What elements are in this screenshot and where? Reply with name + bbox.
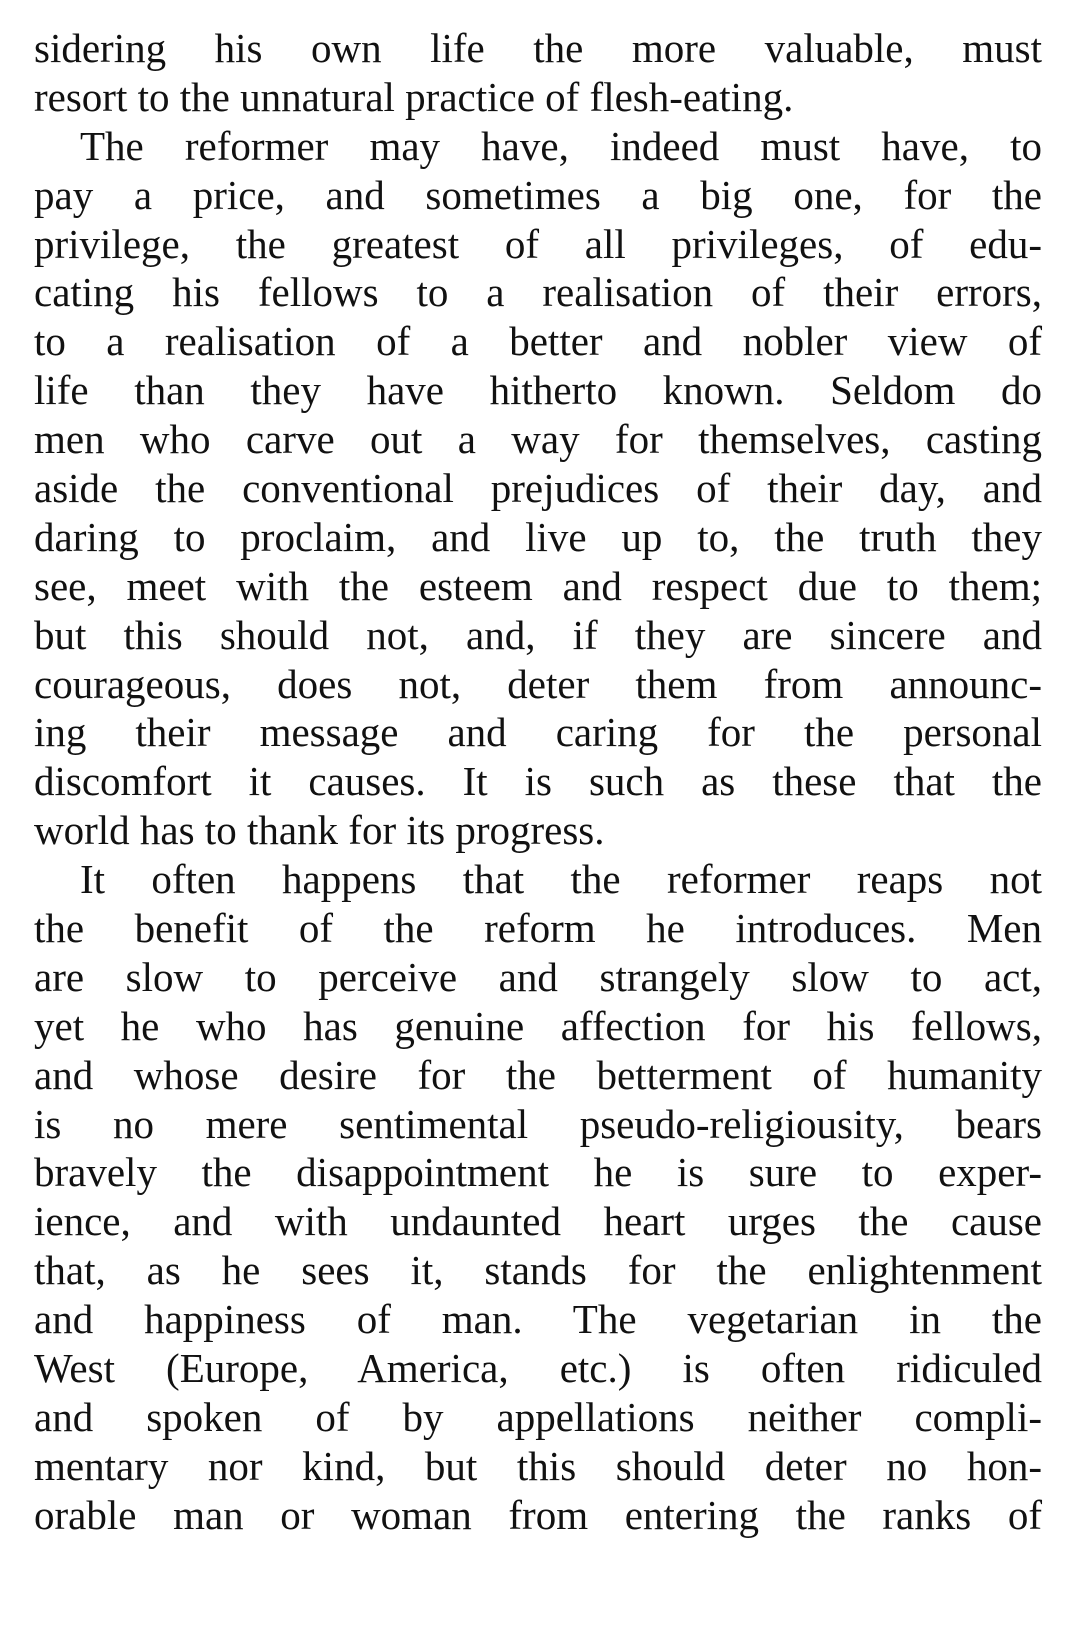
- text-line: but this should not, and, if they are sincere and: [34, 611, 1042, 658]
- text-line: world has to thank for its progress.: [34, 807, 605, 854]
- text-line: see, meet with the esteem and respect due to them;: [34, 562, 1042, 609]
- paragraph-first-line: The reformer may have, indeed must have, to: [80, 122, 1042, 169]
- text-line: resort to the unnatural practice of flesh-eating.: [34, 73, 794, 120]
- text-line: to a realisation of a better and nobler view of: [34, 318, 1042, 365]
- text-line: privilege, the greatest of all privileges, of edu-: [34, 220, 1042, 267]
- text-line: cating his fellows to a realisation of their errors,: [34, 269, 1042, 316]
- paragraph-first-line: It often happens that the reformer reaps not: [80, 856, 1042, 903]
- text-line: yet he who has genuine affection for his fellows,: [34, 1002, 1042, 1049]
- text-line: sidering his own life the more valuable, must: [34, 25, 1042, 71]
- text-line: aside the conventional prejudices of their day, and: [34, 465, 1042, 512]
- text-line: life than they have hitherto known. Seldom do: [34, 367, 1042, 414]
- text-line: mentary nor kind, but this should deter no hon-: [34, 1442, 1042, 1489]
- text-line: courageous, does not, deter them from announc-: [34, 660, 1042, 707]
- text-line: daring to proclaim, and live up to, the truth they: [34, 513, 1042, 560]
- text-line: men who carve out a way for themselves, casting: [34, 416, 1042, 463]
- text-line: and spoken of by appellations neither compli-: [34, 1393, 1042, 1440]
- text-line: is no mere sentimental pseudo-religiousity, bears: [34, 1100, 1042, 1147]
- text-line: orable man or woman from entering the ranks of: [34, 1491, 1042, 1538]
- text-line: pay a price, and sometimes a big one, for the: [34, 171, 1042, 218]
- book-page-text: [34, 24, 1042, 1540]
- text-line: ience, and with undaunted heart urges the cause: [34, 1198, 1042, 1245]
- text-line: and whose desire for the betterment of humanity: [34, 1051, 1042, 1098]
- text-line: the benefit of the reform he introduces. Men: [34, 905, 1042, 952]
- text-line: discomfort it causes. It is such as these that the: [34, 758, 1042, 805]
- text-line: are slow to perceive and strangely slow to act,: [34, 953, 1042, 1000]
- text-line: bravely the disappointment he is sure to exper-: [34, 1149, 1042, 1196]
- text-line: that, as he sees it, stands for the enlightenment: [34, 1247, 1042, 1294]
- text-line: and happiness of man. The vegetarian in the: [34, 1296, 1042, 1343]
- text-line: West (Europe, America, etc.) is often ridiculed: [34, 1345, 1042, 1392]
- text-line: ing their message and caring for the personal: [34, 709, 1042, 756]
